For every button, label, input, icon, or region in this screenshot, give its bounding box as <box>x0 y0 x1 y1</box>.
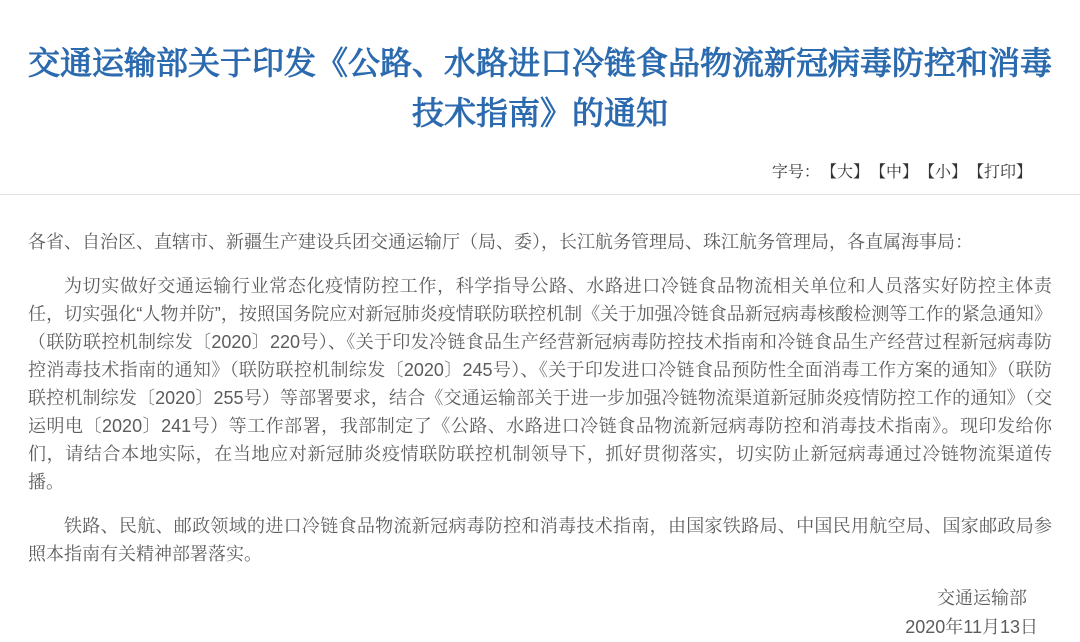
font-size-toolbar <box>0 164 1080 182</box>
signer-name: 交通运输部 <box>937 588 1027 608</box>
font-size-label: 字号： <box>771 164 820 181</box>
body-paragraph: 铁路、民航、邮政领域的进口冷链食品物流新冠病毒防控和消毒技术指南，由国家铁路局、中国民用航空局、国家邮政局参照本指南有关精神部署落实。 <box>28 516 1052 564</box>
notice-body <box>0 203 1080 642</box>
signature-block <box>28 584 1052 642</box>
print-button[interactable]: 【打印】 <box>975 164 1032 181</box>
font-size-medium-button[interactable]: 【中】 <box>877 164 918 181</box>
signature-date: 2020年11月13日 <box>905 617 1038 637</box>
header-divider <box>0 194 1080 195</box>
font-size-small-button[interactable]: 【小】 <box>926 164 967 181</box>
page-title: 交通运输部关于印发《公路、水路进口冷链食品物流新冠病毒防控和消毒技术指南》的通知 <box>27 45 1052 131</box>
salutation-line: 各省、自治区、直辖市、新疆生产建设兵团交通运输厅（局、委），长江航务管理局、珠江航务管理局，各直属海事局： <box>28 232 973 252</box>
body-paragraph: 为切实做好交通运输行业常态化疫情防控工作，科学指导公路、水路进口冷链食品物流相关单位和人员落实好防控主体责任，切实强化“人物并防”，按照国务院应对新冠肺炎疫情联防联控机制《关于加强冷链食品新冠病毒核酸检测等工作的紧急通知》（联防联控机制综发〔2020〕220号）、《关于印发冷链食品生产经营新冠病毒防控技术指南和冷链食品生产经营过程新冠病毒防控消毒技术指南的通知》（联防联控机制综发〔2020〕245号）、《关于印发进口冷链食品预防性全面消毒工作方案的通知》（联防联控机制综发〔2020〕255号）等部署要求，结合《交通运输部关于进一步加强冷链物流渠道新冠肺炎疫情防控工作的通知》（交运明电〔2020〕241号）等工作部署，我部制定了《公路、水路进口冷链食品物流新冠病毒防控和消毒技术指南》。现印发给你们，请结合本地实际，在当地应对新冠肺炎疫情联防联控机制领导下，抓好贯彻落实，切实防止新冠病毒通过冷链物流渠道传播。 <box>28 276 1052 492</box>
font-size-large-button[interactable]: 【大】 <box>828 164 869 181</box>
